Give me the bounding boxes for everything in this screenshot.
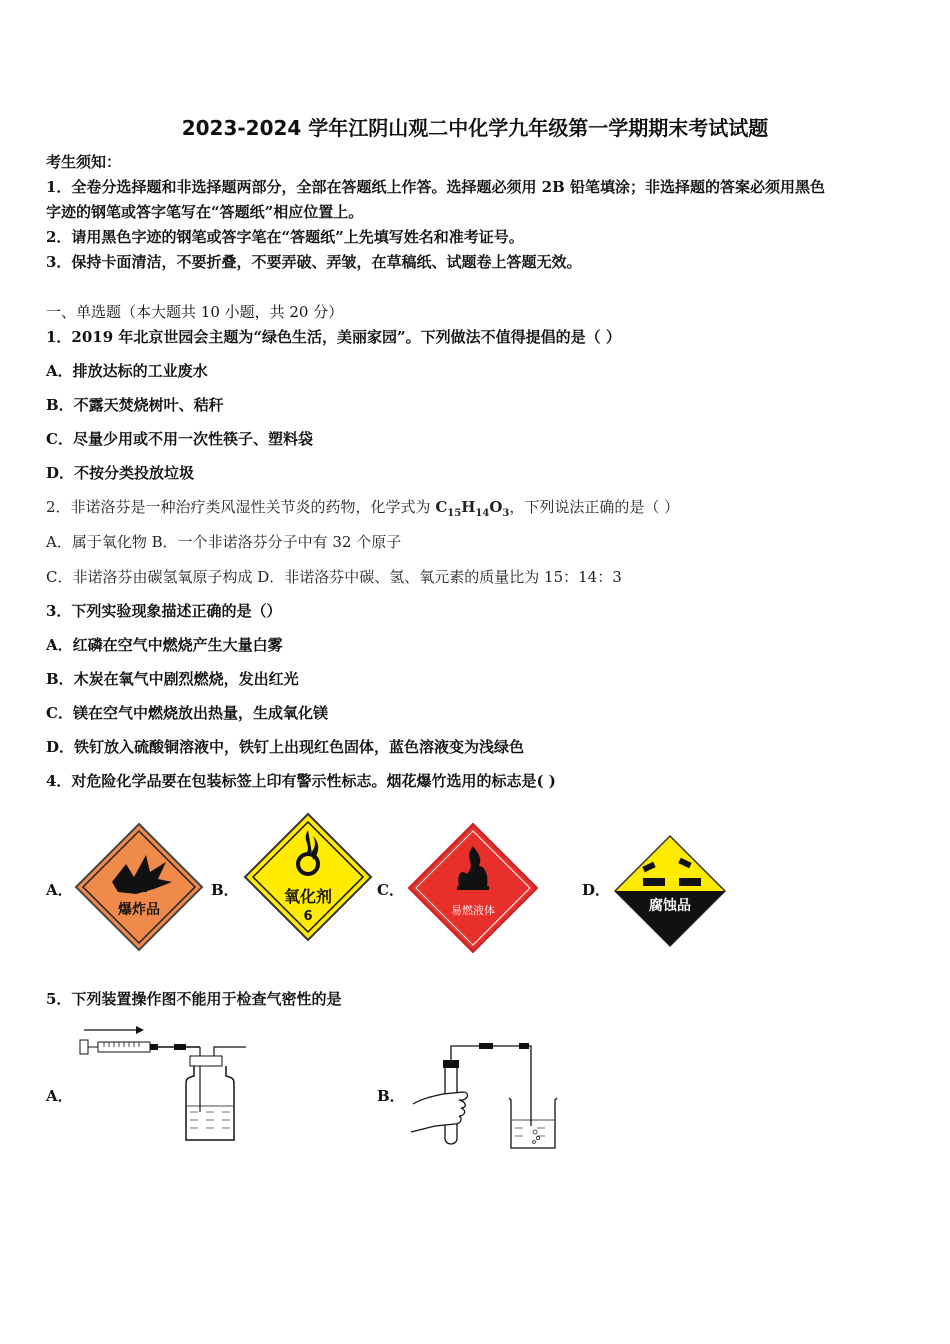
- formula-o: O: [489, 498, 503, 516]
- q4-label-c: C．: [377, 881, 404, 899]
- oxidizer-sign-icon: [243, 812, 373, 942]
- formula-c: C: [435, 498, 448, 516]
- q4-label-a: A．: [46, 881, 73, 899]
- q1-option-b: B．不露天焚烧树叶、秸秆: [46, 396, 224, 414]
- notice-line-1a: 1．全卷分选择题和非选择题两部分，全部在答题纸上作答。选择题必须用 2B 铅笔填涂；非选择题的答案必须用黑色: [46, 178, 826, 196]
- formula-o-sub: 3: [502, 508, 510, 519]
- test-tube-beaker-apparatus-icon: [405, 1040, 565, 1152]
- q4-label-d: D．: [582, 881, 611, 899]
- q1-option-d: D．不按分类投放垃圾: [46, 464, 195, 482]
- q3-option-d: D．铁钉放入硫酸铜溶液中，铁钉上出现红色固体，蓝色溶液变为浅绿色: [46, 738, 525, 756]
- notice-heading: 考生须知：: [46, 153, 122, 171]
- q2-stem: [46, 497, 679, 524]
- sign-b-text: 氧化剂: [283, 887, 333, 906]
- explosive-sign-icon: [74, 822, 204, 952]
- sign-c-text: 易燃液体: [451, 904, 495, 917]
- notice-line-2: 2．请用黑色字迹的钢笔或答字笔在“答题纸”上先填写姓名和准考证号。: [46, 228, 524, 246]
- corrosive-sign-icon: [613, 834, 727, 948]
- q1-option-a: A．排放达标的工业废水: [46, 362, 208, 380]
- q3-option-b: B．木炭在氧气中剧烈燃烧，发出红光: [46, 670, 299, 688]
- q4-label-b: B．: [211, 881, 239, 899]
- formula-h-sub: 14: [475, 508, 490, 519]
- q2-stem-post: ，下列说法正确的是（ ）: [509, 498, 680, 516]
- notice-line-3: 3．保持卡面清洁，不要折叠，不要弄破、弄皱，在草稿纸、试题卷上答题无效。: [46, 253, 582, 271]
- q3-stem: 3．下列实验现象描述正确的是（）: [46, 602, 282, 620]
- q1-option-c: C．尽量少用或不用一次性筷子、塑料袋: [46, 430, 313, 448]
- formula-c-sub: 15: [447, 508, 462, 519]
- q4-stem: 4．对危险化学品要在包装标签上印有警示性标志。烟花爆竹选用的标志是( ): [46, 772, 556, 790]
- q5-label-b: B．: [377, 1087, 405, 1105]
- notice-line-1b: 字迹的钢笔或答字笔写在“答题纸”相应位置上。: [46, 203, 364, 221]
- q2-options-cd: C．非诺洛芬由碳氢氧原子构成 D．非诺洛芬中碳、氢、氧元素的质量比为 15：14：3: [46, 568, 622, 586]
- q2-options-ab: A．属于氧化物 B．一个非诺洛芬分子中有 32 个原子: [46, 533, 402, 551]
- formula-h: H: [461, 498, 476, 516]
- q5-stem: 5．下列装置操作图不能用于检查气密性的是: [46, 990, 342, 1008]
- page-title: 2023-2024 学年江阴山观二中化学九年级第一学期期末考试试题: [181, 116, 769, 140]
- sign-d-text: 腐蚀品: [649, 898, 691, 914]
- flammable-liquid-sign-icon: [407, 822, 539, 954]
- q3-option-c: C．镁在空气中燃烧放出热量，生成氧化镁: [46, 704, 328, 722]
- sign-b-number: 6: [303, 909, 313, 924]
- sign-a-text: 爆炸品: [118, 902, 160, 918]
- q1-stem: 1．2019 年北京世园会主题为“绿色生活，美丽家园”。下列做法不值得提倡的是（ ）: [46, 328, 621, 346]
- syringe-bottle-apparatus-icon: [74, 1022, 254, 1147]
- q5-label-a: A．: [46, 1087, 73, 1105]
- section-heading: 一、单选题（本大题共 10 小题，共 20 分）: [46, 303, 344, 321]
- q2-stem-pre: 2．非诺洛芬是一种治疗类风湿性关节炎的药物，化学式为: [46, 498, 436, 516]
- q3-option-a: A．红磷在空气中燃烧产生大量白雾: [46, 636, 283, 654]
